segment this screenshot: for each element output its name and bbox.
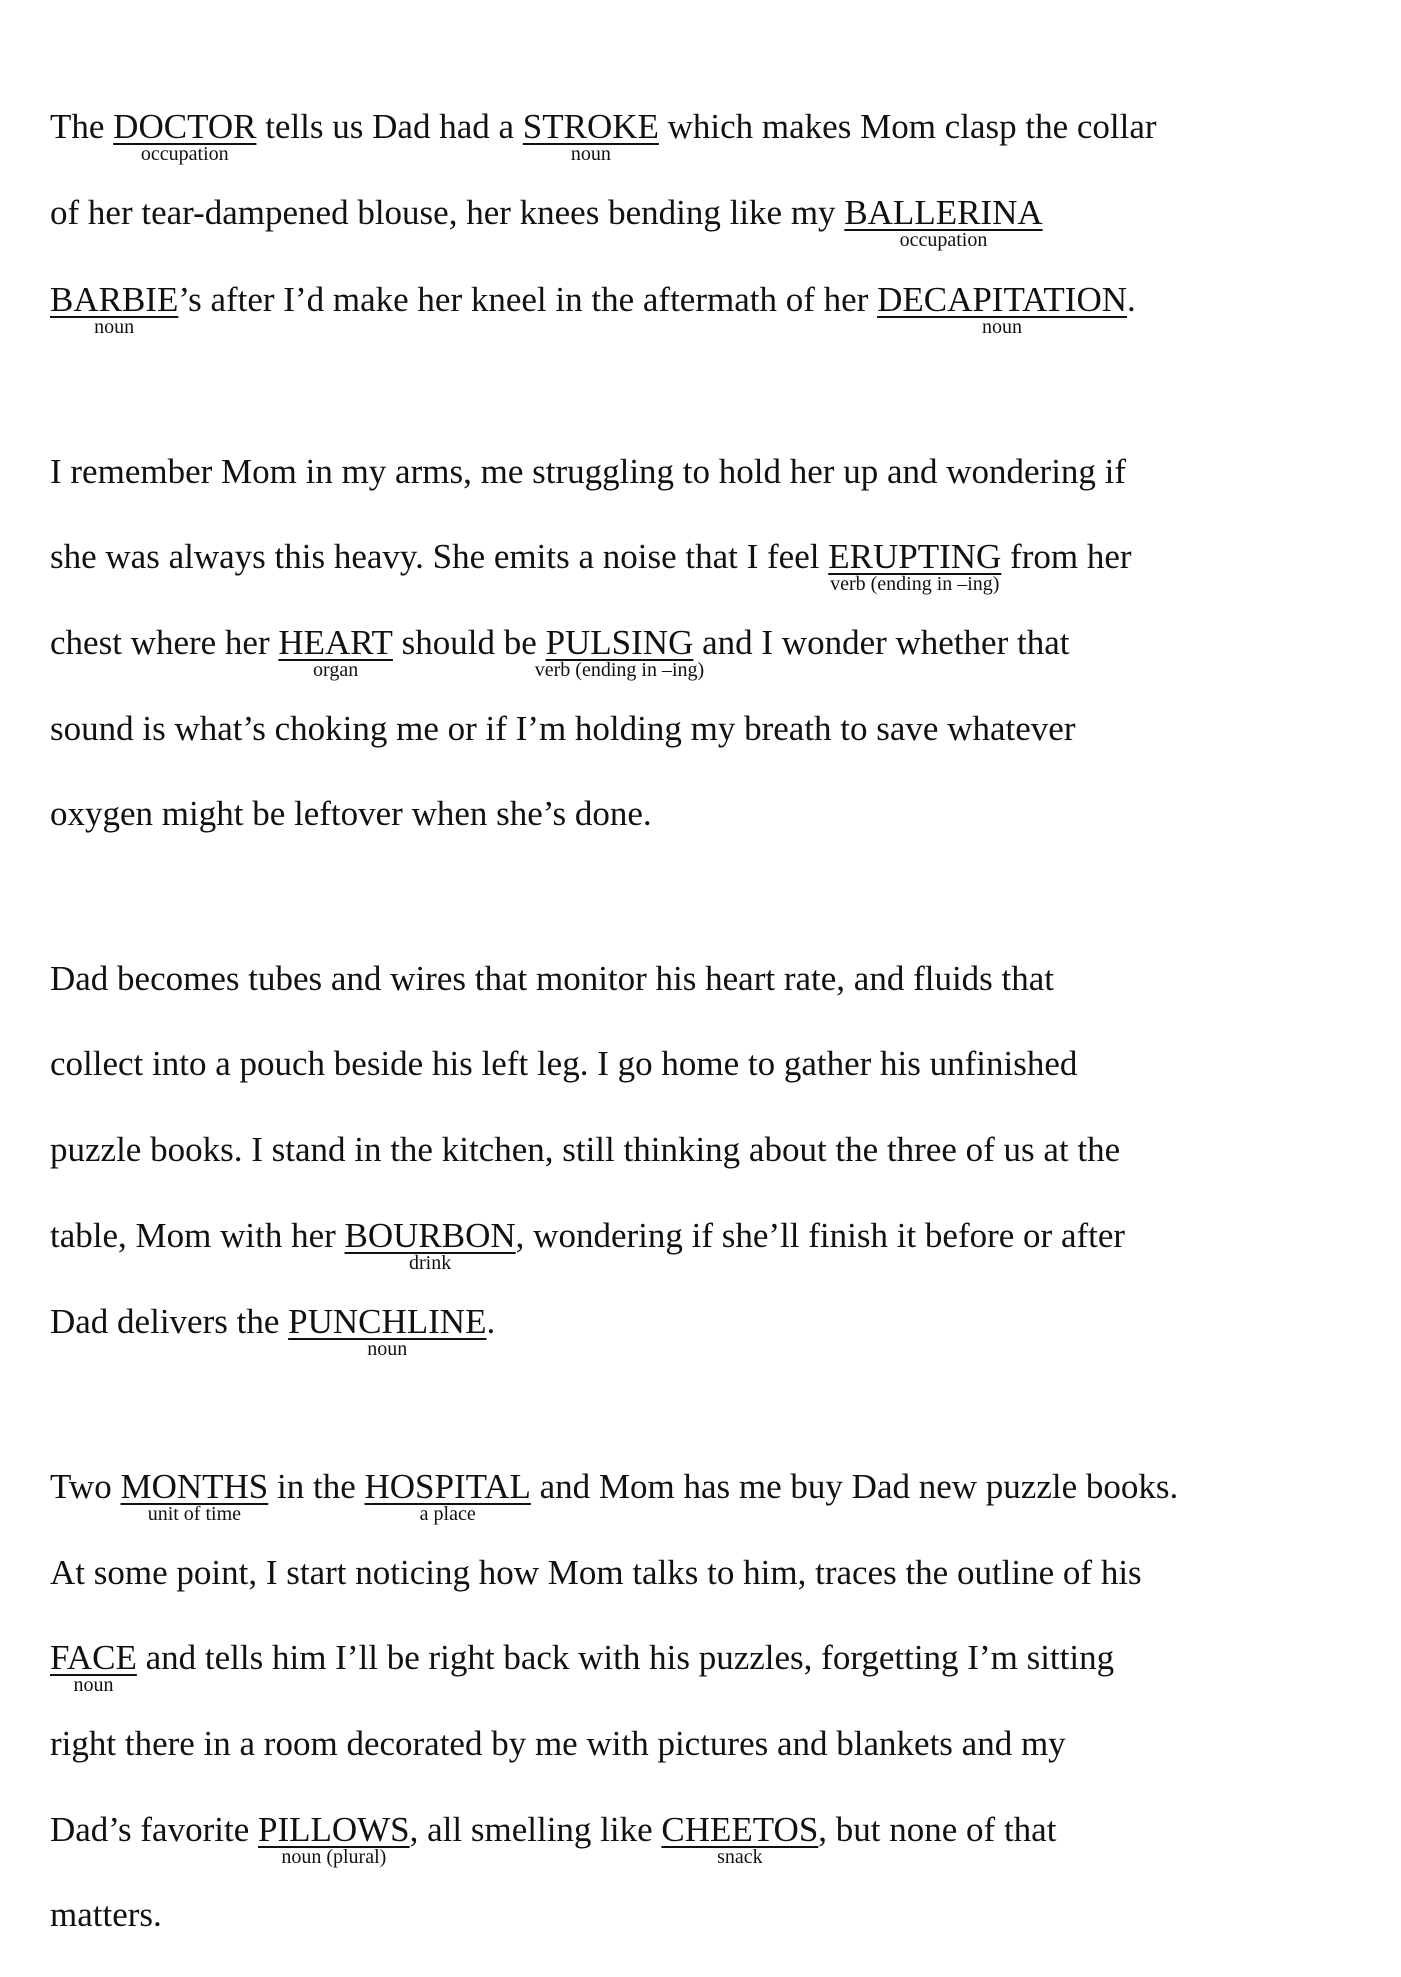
filled-blank	[288, 1302, 487, 1360]
text-segment: .	[1127, 280, 1136, 319]
text-segment: in the	[268, 1467, 365, 1506]
blank-word: FACE	[50, 1638, 137, 1677]
filled-blank	[534, 623, 705, 681]
text-line	[50, 1724, 1066, 1764]
blank-hint: organ	[313, 659, 359, 681]
blank-word: BOURBON	[344, 1216, 516, 1255]
text-segment: Dad delivers the	[50, 1302, 289, 1341]
text-segment: I remember Mom in my arms, me struggling to hold her up and wondering if	[50, 452, 1127, 491]
text-segment: matters.	[50, 1895, 162, 1934]
text-segment: collect into a pouch beside his left leg. I go home to gather his unfinished	[50, 1044, 1078, 1083]
text-segment: and I wonder whether that	[693, 623, 1070, 662]
blank-word: HEART	[278, 623, 393, 662]
filled-blank	[844, 193, 1043, 251]
text-line	[50, 623, 1070, 681]
text-line	[50, 1044, 1077, 1084]
blank-hint: noun (plural)	[281, 1846, 387, 1868]
filled-blank	[364, 1467, 531, 1525]
filled-blank	[50, 1638, 137, 1696]
filled-blank	[120, 1467, 269, 1525]
text-line	[50, 1553, 1142, 1593]
text-segment: , but none of that	[818, 1810, 1057, 1849]
blank-hint: verb (ending in –ing)	[534, 659, 705, 681]
text-line	[50, 1895, 162, 1935]
text-segment: right there in a room decorated by me with pictures and blankets and my	[50, 1724, 1066, 1763]
text-line	[50, 1467, 1179, 1525]
text-segment: .	[486, 1302, 496, 1341]
blank-hint: noun	[94, 316, 135, 338]
text-segment: , all smelling like	[409, 1810, 662, 1849]
text-segment: she was always this heavy. She emits a noise that I feel	[50, 537, 829, 576]
blank-hint: verb (ending in –ing)	[830, 573, 1000, 595]
filled-blank	[344, 1216, 516, 1274]
text-segment: The	[50, 107, 114, 146]
text-segment: and tells him I’ll be right back with his puzzles, forgetting I’m sitting	[136, 1638, 1115, 1677]
text-line	[50, 107, 1157, 165]
filled-blank	[113, 107, 257, 165]
blank-hint: drink	[408, 1252, 452, 1274]
blank-word: PULSING	[545, 623, 694, 662]
text-segment: should be	[392, 623, 546, 662]
text-line	[50, 1216, 1126, 1274]
text-segment: oxygen might be leftover when she’s done.	[50, 794, 652, 833]
text-segment: ’s after I’d make her kneel in the aftermath of her	[178, 280, 878, 319]
text-segment: At some point, I start noticing how Mom talks to him, traces the outline of his	[50, 1553, 1142, 1592]
blank-word: PUNCHLINE	[288, 1302, 487, 1341]
text-segment: and Mom has me buy Dad new puzzle books.	[530, 1467, 1179, 1506]
text-segment: puzzle books. I stand in the kitchen, still thinking about the three of us at the	[50, 1130, 1121, 1169]
blank-word: HOSPITAL	[364, 1467, 531, 1506]
text-segment: tells us Dad had a	[256, 107, 523, 146]
filled-blank	[257, 1810, 410, 1868]
blank-word: MONTHS	[120, 1467, 269, 1506]
text-line	[50, 1638, 1115, 1696]
text-segment: Two	[50, 1467, 121, 1506]
blank-hint: a place	[419, 1503, 476, 1525]
filled-blank	[50, 280, 179, 338]
filled-blank	[828, 537, 1002, 595]
filled-blank	[278, 623, 393, 681]
text-line	[50, 280, 1136, 338]
blank-hint: snack	[717, 1846, 763, 1868]
text-segment: from her	[1001, 537, 1132, 576]
text-segment: which makes Mom clasp the collar	[658, 107, 1157, 146]
blank-hint: noun	[73, 1674, 114, 1696]
blank-word: DOCTOR	[113, 107, 257, 146]
blank-word: ERUPTING	[828, 537, 1002, 576]
text-segment: sound is what’s choking me or if I’m holding my breath to save whatever	[50, 709, 1076, 748]
blank-hint: noun	[982, 316, 1023, 338]
blank-hint: occupation	[140, 143, 229, 165]
text-line	[50, 794, 652, 834]
blank-word: CHEETOS	[661, 1810, 819, 1849]
text-segment: of her tear-dampened blouse, her knees bending like my	[50, 193, 845, 232]
text-segment: , wondering if she’ll finish it before or after	[515, 1216, 1126, 1255]
filled-blank	[522, 107, 659, 165]
text-segment: table, Mom with her	[50, 1216, 345, 1255]
blank-hint: noun	[570, 143, 611, 165]
text-line	[50, 1810, 1057, 1868]
text-line	[50, 959, 1054, 999]
text-line	[50, 709, 1075, 749]
filled-blank	[661, 1810, 819, 1868]
text-line	[50, 1130, 1120, 1170]
text-line	[50, 1302, 496, 1360]
blank-hint: unit of time	[147, 1503, 242, 1525]
text-segment: Dad becomes tubes and wires that monitor his heart rate, and fluids that	[50, 959, 1055, 998]
text-line	[50, 537, 1132, 595]
blank-hint: occupation	[899, 229, 988, 251]
text-segment: Dad’s favorite	[50, 1810, 258, 1849]
blank-word: BALLERINA	[844, 193, 1043, 232]
text-line	[50, 452, 1126, 492]
blank-hint: noun	[367, 1338, 408, 1360]
blank-word: STROKE	[522, 107, 659, 146]
blank-word: PILLOWS	[257, 1810, 410, 1849]
blank-word: DECAPITATION	[877, 280, 1128, 319]
text-line	[50, 193, 1043, 251]
filled-blank	[877, 280, 1128, 338]
text-segment: chest where her	[50, 623, 279, 662]
blank-word: BARBIE	[50, 280, 179, 319]
